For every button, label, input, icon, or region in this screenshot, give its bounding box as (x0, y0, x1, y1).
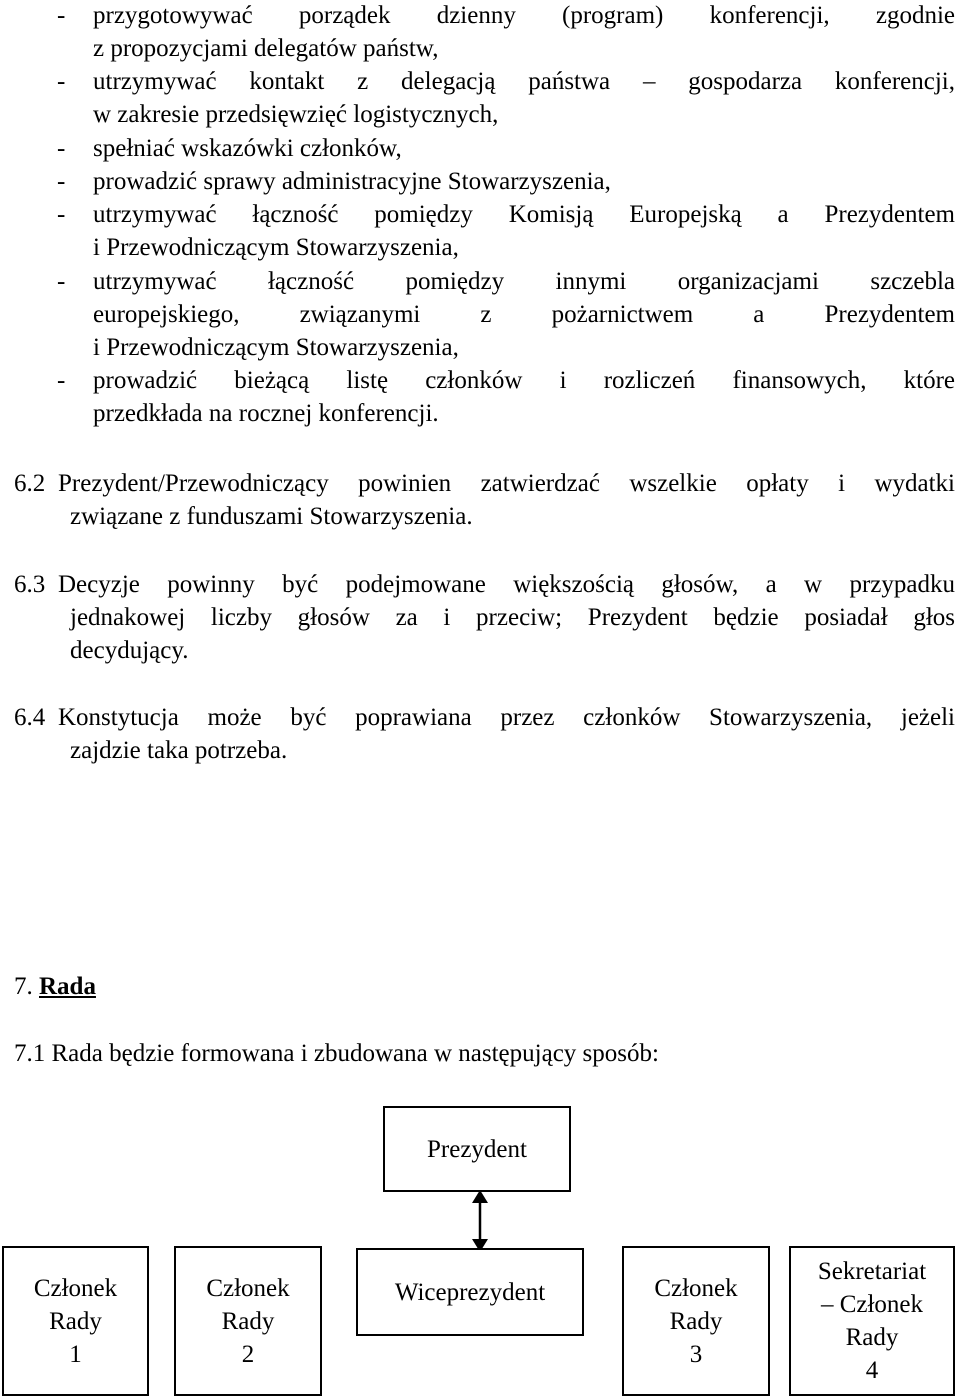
bullet-line: spełniać wskazówki członków, (93, 134, 402, 162)
bullet-marker: - (57, 68, 66, 96)
bullet-line: utrzymywać kontakt z delegacją państwa – gospodarza konferencji, (93, 68, 955, 96)
heading-title: Rada (39, 973, 96, 1000)
chart-box-president-label: Prezydent (427, 1135, 527, 1163)
section-line: zajdzie taka potrzeba. (70, 737, 288, 764)
bullet-item (93, 198, 955, 264)
subsection-text: Rada będzie formowana i zbudowana w następujący sposób: (51, 1040, 659, 1067)
chart-box-member-3 (356, 1248, 584, 1336)
chart-box-label: 4 (865, 1357, 879, 1384)
chart-box-label: Członek (654, 1274, 738, 1302)
bullet-line: przedkłada na rocznej konferencji. (93, 400, 439, 428)
bullet-marker: - (57, 2, 66, 29)
chart-box-label: Rady (221, 1307, 275, 1335)
double-arrow-connector (450, 1190, 510, 1252)
bullet-line: w zakresie przedsięwzięć logistycznych, (93, 101, 499, 129)
chart-box-label: Sekretariat (817, 1258, 927, 1285)
section-line: związane z funduszami Stowarzyszenia. (70, 503, 473, 530)
bullet-marker: - (57, 168, 66, 195)
chart-box-label: Rady (49, 1307, 102, 1335)
chart-box-label: Rady (669, 1307, 723, 1335)
bullet-line: utrzymywać łączność pomiędzy innymi organizacjami szczebla (93, 267, 955, 295)
chart-box-label: Rady (845, 1324, 899, 1351)
section-number: 6.2 (14, 470, 46, 497)
bullet-line: i Przewodniczącym Stowarzyszenia, (93, 333, 459, 361)
bullet-line: i Przewodniczącym Stowarzyszenia, (93, 234, 459, 262)
subsection-7-1 (14, 1037, 914, 1070)
section-line: decydujący. (70, 637, 189, 664)
section-number: 6.4 (14, 704, 46, 731)
bullet-line: utrzymywać łączność pomiędzy Komisją Europejską a Prezydentem (93, 201, 955, 229)
section-heading (14, 970, 414, 1003)
chart-box-label: – Członek (820, 1291, 924, 1318)
subsection-number: 7.1 (14, 1040, 46, 1067)
chart-box-label: Członek (33, 1274, 118, 1302)
chart-box-president (383, 1106, 571, 1192)
chart-box-label: Wiceprezydent (394, 1278, 546, 1306)
section-line: Konstytucja może być poprawiana przez członków Stowarzyszenia, jeżeli (58, 704, 955, 731)
bullet-item (93, 132, 955, 165)
bullet-item (93, 165, 955, 198)
section-line: jednakowej liczby głosów za i przeciw; Prezydent będzie posiadał głos (70, 604, 955, 631)
bullet-item (93, 65, 955, 131)
bullet-marker: - (57, 367, 66, 395)
bullet-line: prowadzić bieżącą listę członków i rozliczeń finansowych, które (93, 367, 955, 395)
chart-box-member-2 (174, 1246, 322, 1396)
bullet-item (93, 265, 955, 364)
section-line: Prezydent/Przewodniczący powinien zatwierdzać wszelkie opłaty i wydatki (58, 470, 955, 497)
chart-box-label: 3 (689, 1340, 703, 1368)
bullet-item (93, 0, 955, 65)
bullet-line: prowadzić sprawy administracyjne Stowarzyszenia, (93, 168, 611, 195)
chart-box-member-1 (2, 1246, 149, 1396)
section-body (58, 467, 955, 533)
chart-box-label: 1 (69, 1340, 82, 1368)
bullet-marker: - (57, 201, 66, 229)
chart-box-member-4 (622, 1246, 770, 1396)
bullet-line: z propozycjami delegatów państw, (93, 35, 439, 62)
chart-box-label: 2 (241, 1340, 255, 1368)
bullet-item (93, 364, 955, 430)
section-body (58, 701, 955, 767)
bullet-line: europejskiego, związanymi z pożarnictwem a Prezydentem (93, 300, 955, 328)
section-body (58, 568, 955, 667)
section-line: Decyzje powinny być podejmowane większością głosów, a w przypadku (58, 571, 955, 598)
heading-number: 7. (14, 973, 33, 1000)
chart-box-member-5 (789, 1246, 955, 1396)
chart-box-label: Członek (206, 1274, 290, 1302)
bullet-marker: - (57, 134, 66, 162)
bullet-line: przygotowywać porządek dzienny (program) konferencji, zgodnie (93, 2, 955, 29)
section-number: 6.3 (14, 571, 46, 598)
bullet-marker: - (57, 267, 66, 295)
